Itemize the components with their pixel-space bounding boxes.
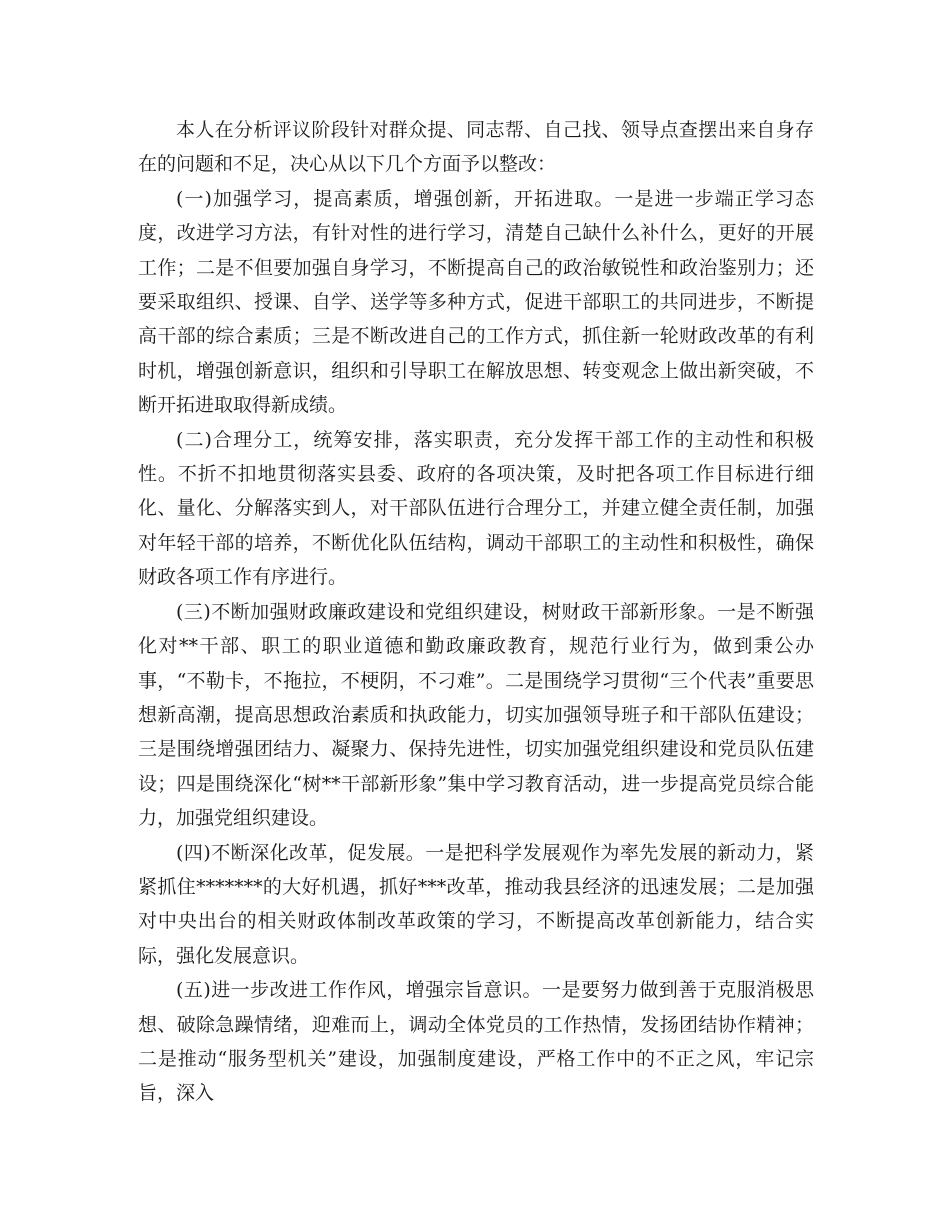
document-body [138, 113, 814, 1111]
paragraph-section-4: (四)不断深化改革，促发展。一是把科学发展观作为率先发展的新动力，紧紧抓住*******的大好机遇，抓好***改革，推动我县经济的迅速发展；二是加强对中央出台的相关财政体制改革政策的学习，不断提高改革创新能力，结合实际，强化发展意识。 [138, 841, 814, 967]
paragraph-section-2: (二)合理分工，统筹安排，落实职责，充分发挥干部工作的主动性和积极性。不折不扣地贯彻落实县委、政府的各项决策，及时把各项工作目标进行细化、量化、分解落实到人，对干部队伍进行合理分工，并建立健全责任制，加强对年轻干部的培养，不断优化队伍结构，调动干部职工的主动性和积极性，确保财政各项工作有序进行。 [138, 428, 814, 589]
paragraph-section-5: (五)进一步改进工作作风，增强宗旨意识。一是要努力做到善于克服消极思想、破除急躁情绪，迎难而上，调动全体党员的工作热情，发扬团结协作精神；二是推动“服务型机关”建设，加强制度建设，严格工作中的不正之风，牢记宗旨，深入 [138, 979, 814, 1105]
paragraph-section-3: (三)不断加强财政廉政建设和党组织建设，树财政干部新形象。一是不断强化对**干部、职工的职业道德和勤政廉政教育，规范行业行为，做到秉公办事，“不勒卡，不拖拉，不梗阴，不刁难”。二是围绕学习贯彻“三个代表”重要思想新高潮，提高思想政治素质和执政能力，切实加强领导班子和干部队伍建设；三是围绕增强团结力、凝聚力、保持先进性，切实加强党组织建设和党员队伍建设；四是围绕深化“树**干部新形象”集中学习教育活动，进一步提高党员综合能力，加强党组织建设。 [138, 600, 814, 830]
paragraph-intro: 本人在分析评议阶段针对群众提、同志帮、自己找、领导点查摆出来自身存在的问题和不足，决心从以下几个方面予以整改： [138, 119, 814, 176]
paragraph-section-1: (一)加强学习，提高素质，增强创新，开拓进取。一是进一步端正学习态度，改进学习方法，有针对性的进行学习，清楚自己缺什么补什么，更好的开展工作；二是不但要加强自身学习，不断提高自己的政治敏锐性和政治鉴别力；还要采取组织、授课、自学、送学等多种方式，促进干部职工的共同进步，不断提高干部的综合素质；三是不断改进自己的工作方式，抓住新一轮财政改革的有利时机，增强创新意识，组织和引导职工在解放思想、转变观念上做出新突破，不断开拓进取取得新成绩。 [138, 187, 814, 417]
